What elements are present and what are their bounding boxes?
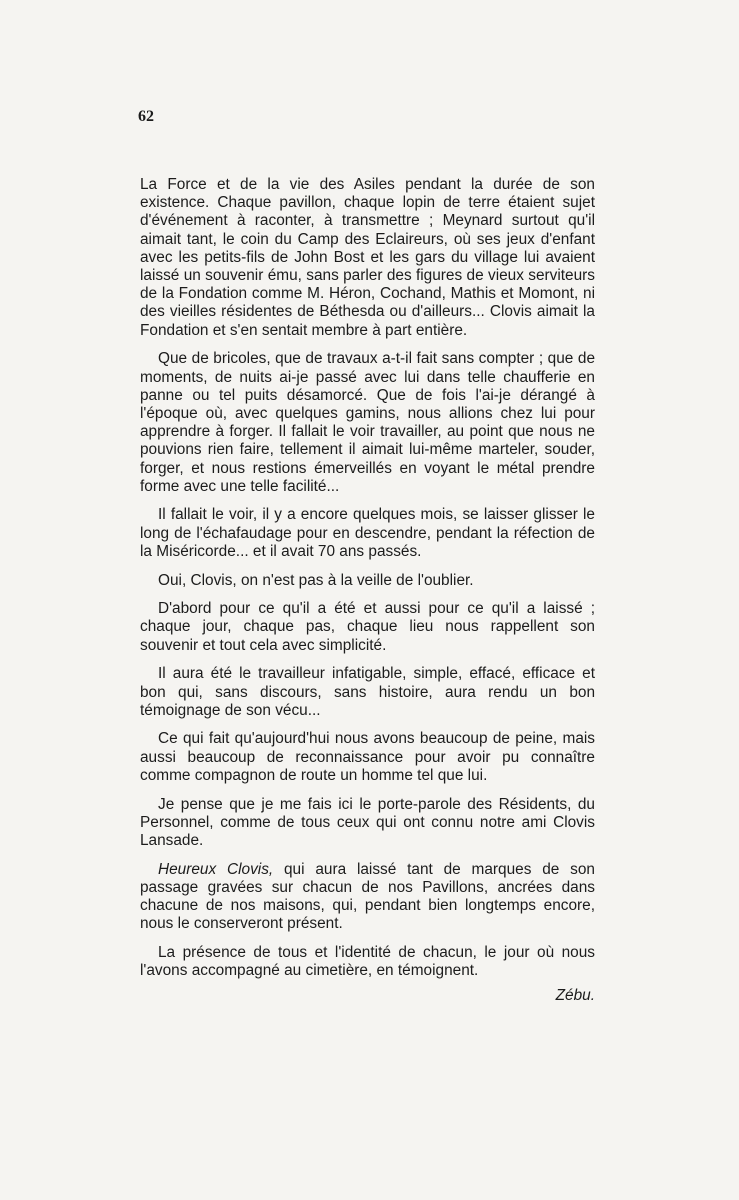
paragraph: La présence de tous et l'identité de chacun, le jour où nous l'avons accompagné au cimetière, en témoignent.: [140, 944, 595, 980]
paragraph: D'abord pour ce qu'il a été et aussi pour ce qu'il a laissé ; chaque jour, chaque pas, chaque lieu nous rappellent son souvenir et tout cela avec simplicité.: [140, 600, 595, 654]
signature: Zébu.: [555, 986, 595, 1004]
paragraph: Heureux Clovis, qui aura laissé tant de marques de son passage gravées sur chacun de nos Pavillons, ancrées dans chacune de nos maisons, qui, pendant bien longtemps encore, nous le conserveront présent.: [140, 860, 595, 933]
article-body: [140, 176, 595, 1005]
paragraph: Que de bricoles, que de travaux a-t-il fait sans compter ; que de moments, de nuits ai-je passé avec lui dans telle chaufferie en panne ou tel puits désamorcé. Que de fois l'ai-je dérangé à l'époque où, avec quelques gamins, nous allions chez lui pour apprendre à forger. Il fallait le voir travailler, au point que nous ne pouvions rien faire, tellement il aimait lui-même marteler, souder, forger, et nous restions émerveillés en voyant le métal prendre forme avec une telle facilité...: [140, 350, 595, 495]
paragraph: Il fallait le voir, il y a encore quelques mois, se laisser glisser le long de l'échafaudage pour en descendre, pendant la réfection de la Miséricorde... et il avait 70 ans passés.: [140, 506, 595, 560]
page-number: 62: [138, 108, 154, 125]
paragraph: Oui, Clovis, on n'est pas à la veille de l'oublier.: [158, 571, 474, 589]
italic-phrase: Heureux Clovis,: [158, 860, 274, 878]
paragraph: Je pense que je me fais ici le porte-parole des Résidents, du Personnel, comme de tous ceux qui ont connu notre ami Clovis Lansade.: [140, 795, 595, 849]
paragraph: Ce qui fait qu'aujourd'hui nous avons beaucoup de peine, mais aussi beaucoup de reconnaissance pour avoir pu connaître comme compagnon de route un homme tel que lui.: [140, 730, 595, 784]
paragraph: Il aura été le travailleur infatigable, simple, effacé, efficace et bon qui, sans discours, sans histoire, aura rendu un bon témoignage de son vécu...: [140, 665, 595, 719]
paragraph: La Force et de la vie des Asiles pendant la durée de son existence. Chaque pavillon, chaque lopin de terre étaient sujet d'événement à raconter, à transmettre ; Meynard surtout qu'il aimait tant, le coin du Camp des Eclaireurs, où ses jeux d'enfant avec les petits-fils de John Bost et les gars du village lui avaient laissé un souvenir ému, sans parler des figures de vieux serviteurs de la Fondation comme M. Héron, Cochand, Mathis et Momont, ni des vieilles résidentes de Béthesda ou d'ailleurs... Clovis aimait la Fondation et s'en sentait membre à part entière.: [140, 176, 595, 339]
